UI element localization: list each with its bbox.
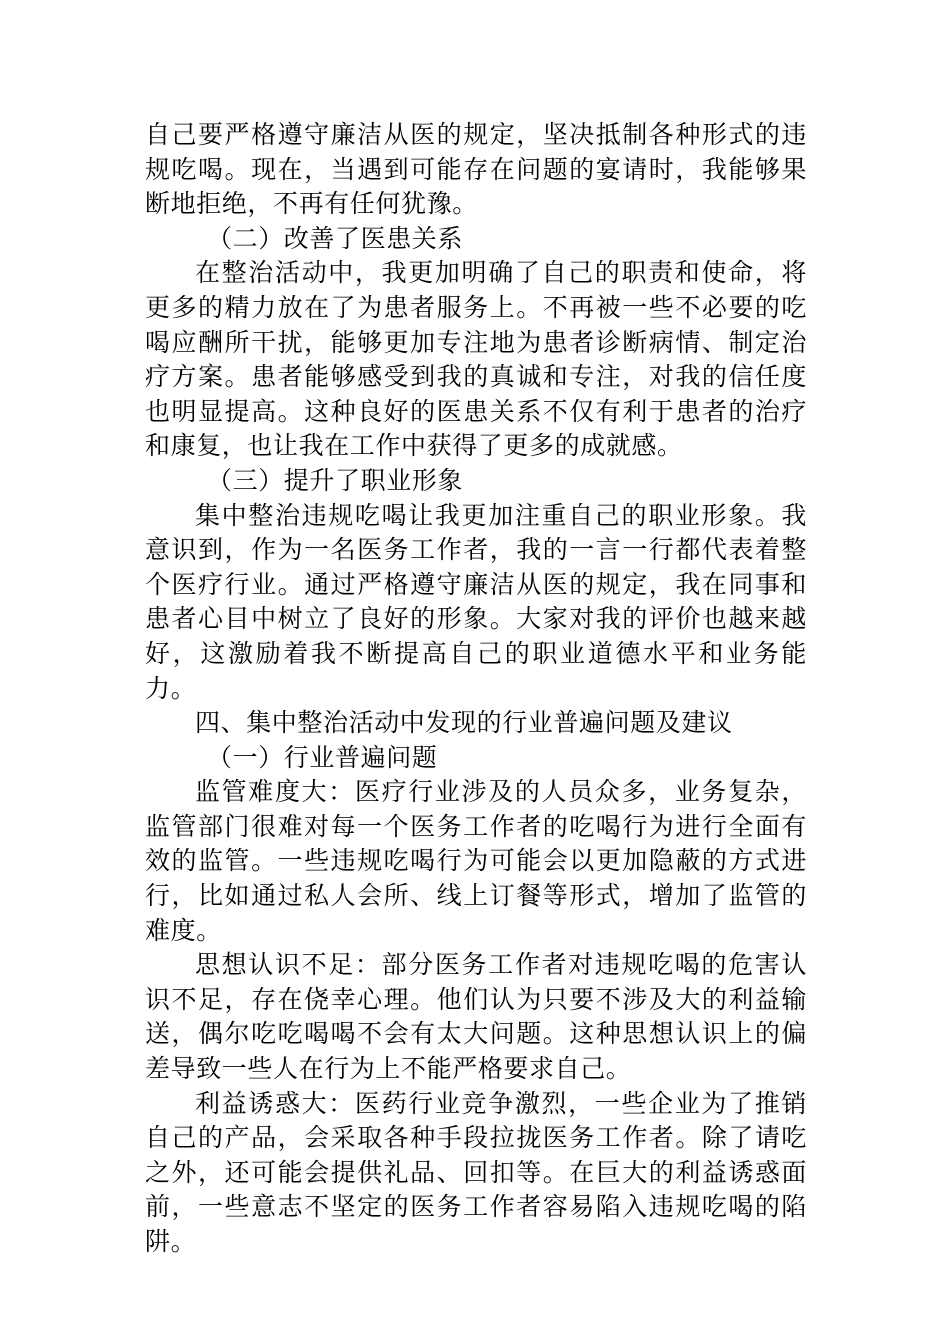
paragraph-temptation: 利益诱惑大：医药行业竞争激烈，一些企业为了推销自己的产品，会采取各种手段拉拢医务工作者。除了请吃之外，还可能会提供礼品、回扣等。在巨大的利益诱惑面前，一些意志不坚定的医务工作者容易陷入违规吃喝的陷阱。 [145, 1088, 807, 1256]
paragraph-professional-image: 集中整治违规吃喝让我更加注重自己的职业形象。我意识到，作为一名医务工作者，我的一言一行都代表着整个医疗行业。通过严格遵守廉洁从医的规定，我在同事和患者心目中树立了良好的形象。大家对我的评价也越来越好，这激励着我不断提高自己的职业道德水平和业务能力。 [145, 500, 807, 703]
paragraph-continuation: 自己要严格遵守廉洁从医的规定，坚决抵制各种形式的违规吃喝。现在，当遇到可能存在问题的宴请时，我能够果断地拒绝，不再有任何犹豫。 [145, 120, 807, 219]
subheading-improved-professional-image: （三）提升了职业形象 [207, 465, 464, 495]
subheading-improved-doctor-patient-relationship: （二）改善了医患关系 [207, 223, 464, 253]
paragraph-insufficient-awareness: 思想认识不足：部分医务工作者对违规吃喝的危害认识不足，存在侥幸心理。他们认为只要不涉及大的利益输送，偶尔吃吃喝喝不会有太大问题。这种思想认识上的偏差导致一些人在行为上不能严格要求自己。 [145, 950, 807, 1084]
document-page [145, 118, 807, 1260]
paragraph-supervision-difficulty: 监管难度大：医疗行业涉及的人员众多，业务复杂，监管部门很难对每一个医务工作者的吃喝行为进行全面有效的监管。一些违规吃喝行为可能会以更加隐蔽的方式进行，比如通过私人会所、线上订餐等形式，增加了监管的难度。 [145, 777, 807, 945]
paragraph-doctor-patient: 在整治活动中，我更加明确了自己的职责和使命，将更多的精力放在了为患者服务上。不再被一些不必要的吃喝应酬所干扰，能够更加专注地为患者诊断病情、制定治疗方案。患者能够感受到我的真诚和专注，对我的信任度也明显提高。这种良好的医患关系不仅有利于患者的治疗和康复，也让我在工作中获得了更多的成就感。 [145, 258, 807, 461]
section-heading-industry-issues: 四、集中整治活动中发现的行业普遍问题及建议 [195, 708, 733, 738]
subheading-common-problems: （一）行业普遍问题 [207, 742, 438, 772]
